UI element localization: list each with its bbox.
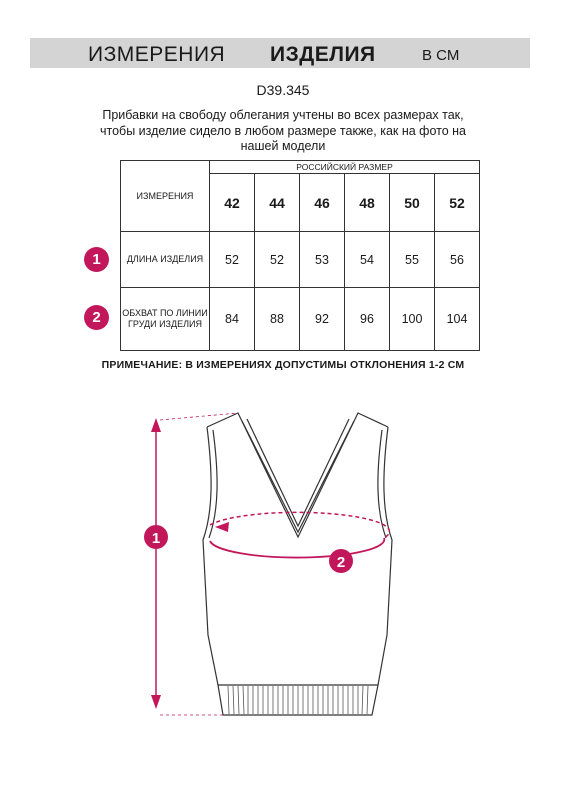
length-badge-label: 1 [151, 530, 161, 547]
value-cell: 84 [210, 288, 255, 351]
vest-outline-icon [203, 413, 392, 715]
size-cell: 48 [345, 174, 390, 232]
value-cell: 54 [345, 232, 390, 288]
size-cell: 42 [210, 174, 255, 232]
chest-arrow-icon [215, 522, 229, 532]
row-label: ОБХВАТ ПО ЛИНИИ ГРУДИ ИЗДЕЛИЯ [121, 288, 210, 351]
article-number: D39.345 [256, 82, 310, 98]
size-cell: 52 [435, 174, 480, 232]
value-cell: 88 [255, 288, 300, 351]
size-cell: 50 [390, 174, 435, 232]
header-word-measurements: ИЗМЕРЕНИЯ [88, 43, 226, 66]
size-cell: 46 [300, 174, 345, 232]
row-label: ДЛИНА ИЗДЕЛИЯ [121, 232, 210, 288]
garment-diagram [0, 400, 566, 740]
value-cell: 96 [345, 288, 390, 351]
value-cell: 56 [435, 232, 480, 288]
rib-lines-icon [228, 686, 368, 714]
tolerance-note: ПРИМЕЧАНИЕ: В ИЗМЕРЕНИЯХ ДОПУСТИМЫ ОТКЛОНЕНИЯ 1-2 СМ [101, 359, 465, 371]
header-word-garment: ИЗДЕЛИЯ [270, 43, 376, 66]
header-unit: В СМ [422, 47, 460, 64]
corner-label: ИЗМЕРЕНИЯ [121, 161, 210, 232]
value-cell: 104 [435, 288, 480, 351]
chest-ellipse-icon [210, 512, 389, 557]
row-badge-length: 1 [84, 247, 109, 272]
intro-note: Прибавки на свободу облегания учтены во всех размерах так, чтобы изделие сидело в любом размере также, как на фото на нашей модели [100, 108, 466, 153]
table-row [121, 232, 480, 288]
chest-badge-label: 2 [336, 554, 346, 571]
value-cell: 92 [300, 288, 345, 351]
value-cell: 55 [390, 232, 435, 288]
length-arrow-icon [151, 418, 161, 709]
size-header: РОССИЙСКИЙ РАЗМЕР [210, 161, 480, 174]
value-cell: 100 [390, 288, 435, 351]
value-cell: 52 [255, 232, 300, 288]
row-badge-chest: 2 [84, 305, 109, 330]
value-cell: 52 [210, 232, 255, 288]
size-cell: 44 [255, 174, 300, 232]
table-row [121, 288, 480, 351]
length-guide-lines [160, 413, 238, 715]
size-table [120, 160, 480, 351]
header-band [30, 38, 530, 68]
value-cell: 53 [300, 232, 345, 288]
